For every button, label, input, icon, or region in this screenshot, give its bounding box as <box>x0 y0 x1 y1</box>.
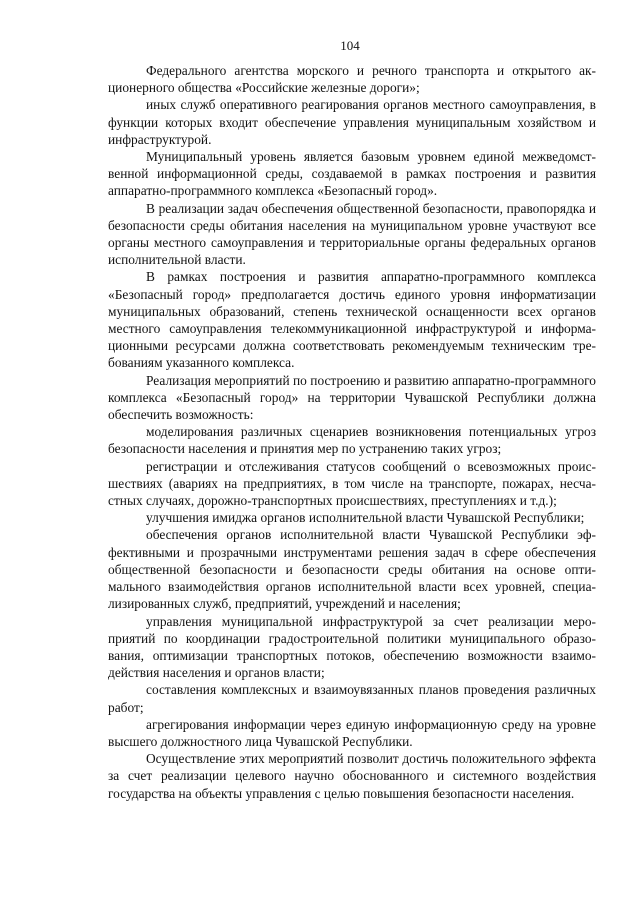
list-item: моделирования различных сценариев возникновения потенциальных угроз безопасности населения и принятия мер по устранению таких угроз; <box>108 424 596 457</box>
paragraph: иных служб оперативного реагирования органов местного самоуправления, в функции которых входит обеспечение управления муниципальным хозяйством и инфраструктурой. <box>108 97 596 147</box>
paragraph: Реализация мероприятий по построению и развитию аппаратно-программного комплекса «Безопасный город» на территории Чувашской Республики должна обеспечить возможность: <box>108 372 596 423</box>
paragraph: Федерального агентства морского и речного транспорта и открытого акционерного общества «Российские железные дороги»; <box>108 63 596 96</box>
list-item: составления комплексных и взаимоувязанных планов проведения различных работ; <box>108 682 596 715</box>
paragraph: Осуществление этих мероприятий позволит достичь положительного эффекта за счет реализации целевого научно обоснованного и системного воздействия государства на объекты управления с целью повышения безопасности населения. <box>108 751 596 801</box>
list-item: обеспечения органов исполнительной власти Чувашской Республики эффективными и прозрачными инструментами решения задач в сфере обеспечения общественной безопасности и безопасности среды обитания на основе оптимального взаимодействия органов исполнительной власти всех уровней, специализированных служб, предприятий, учреждений и населения; <box>108 527 596 612</box>
page-number: 104 <box>340 38 360 53</box>
list-item: регистрации и отслеживания статусов сообщений о всевозможных происшествиях (авариях на предприятиях, в том числе на транспорте, пожарах, несчастных случаях, дорожно-транспортных происшествиях, преступлениях и т.д.); <box>108 458 596 509</box>
list-item: улучшения имиджа органов исполнительной власти Чувашской Республики; <box>146 510 585 526</box>
paragraph: В рамках построения и развития аппаратно-программного комплекса «Безопасный город» предполагается достичь единого уровня информатизации муниципальных образований, степень технической оснащенности всех органов местного самоуправления телекоммуникационной инфраструктурой и информационными ресурсами должна соответствовать рекомендуемым техническим требованиям указанного комплекса. <box>108 269 596 371</box>
list-item: агрегирования информации через единую информационную среду на уровне высшего должностного лица Чувашской Республики. <box>108 716 596 749</box>
paragraph: В реализации задач обеспечения общественной безопасности, правопорядка и безопасности среды обитания населения на муниципальном уровне участвуют все органы местного самоуправления и территориальные органы федеральных органов исполнительной власти. <box>108 200 596 268</box>
document-body <box>108 62 596 802</box>
paragraph: Муниципальный уровень является базовым уровнем единой межведомственной информационной среды, создаваемой в рамках построения и развития аппаратно-программного комплекса «Безопасный город». <box>108 149 596 199</box>
list-item: управления муниципальной инфраструктурой за счет реализации мероприятий по координации градостроительной политики муниципального образования, оптимизации транспортных потоков, обеспечению возможности взаимодействия населения и органов власти; <box>108 613 596 681</box>
